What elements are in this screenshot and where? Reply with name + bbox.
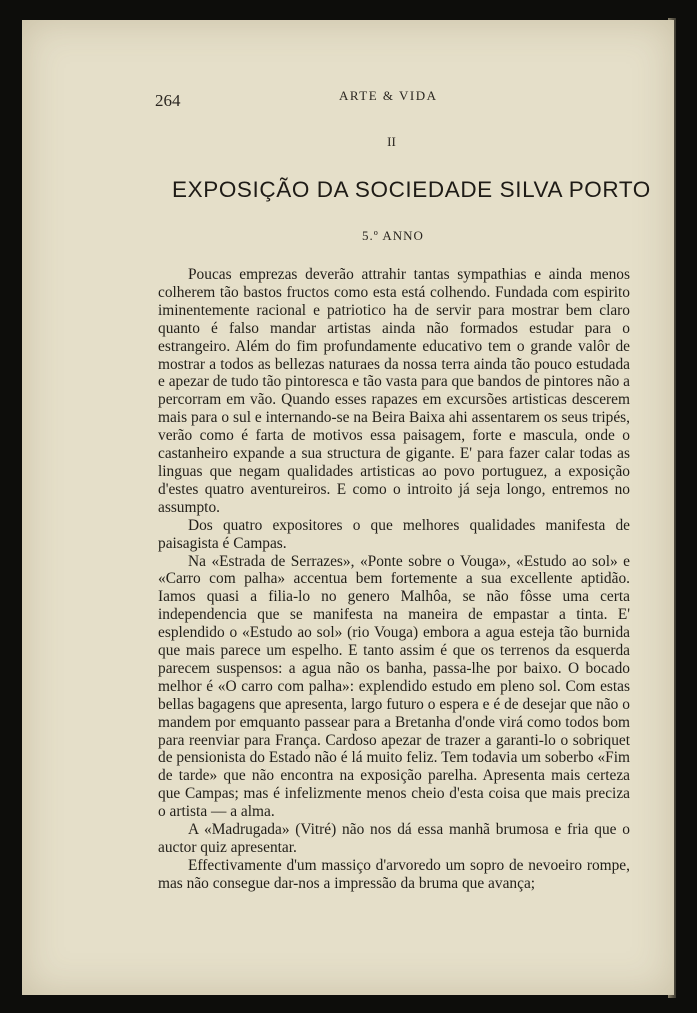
paragraph: A «Madrugada» (Vitré) não nos dá essa manhã brumosa e fria que o auctor quiz apresentar. [158, 821, 630, 856]
paragraph: Na «Estrada de Serrazes», «Ponte sobre o Vouga», «Estudo ao sol» e «Carro com palha» accentua bem fortemente a sua excellente aptidão. Iamos quasi a filia-lo no genero Malhôa, se não fôsse uma certa independencia que se manifesta na maneira de empastar a tinta. E' esplendido o «Estudo ao sol» (rio Vouga) embora a agua esteja tão burnida que mais parece um espelho. E tanto assim é que os terrenos da esquerda parecem suspensos: a agua não os banha, passa-lhe por baixo. O bocado melhor é «O carro com palha»: explendido estudo em pleno sol. Com estas bellas bagagens que apresenta, largo futuro o espera e é de desejar que não o mandem por emquanto passear para a Bretanha d'onde virá como todos bom para reenviar para França. Cardoso apezar de trazer a garanti-lo o sobriquet de pensionista do Estado não é lá muito feliz. Tem todavia um soberbo «Fim de tarde» que não encontra na exposição parelha. Apresenta mais certeza que Campas; mas é infelizmente menos cheio d'esta coisa que mais preciza o artista — a alma. [158, 552, 630, 821]
article-title: EXPOSIÇÃO DA SOCIEDADE SILVA PORTO [172, 177, 651, 202]
paragraph: Effectivamente d'um massiço d'arvoredo um sopro de nevoeiro rompe, mas não consegue dar-nos a impressão da bruma que avança; [158, 856, 630, 892]
section-number: II [387, 134, 396, 149]
page-number: 264 [155, 91, 181, 110]
running-title: ARTE & VIDA [339, 88, 438, 103]
paragraph: Dos quatro expositores o que melhores qualidades manifesta de paisagista é Campas. [158, 516, 630, 552]
paragraph: Poucas emprezas deverão attrahir tantas sympathias e ainda menos colherem tão bastos fructos como esta está colhendo. Fundada com espirito iminentemente racional e patriotico ha de servir para mostrar bem claro quanto é falso mandar artistas ainda não formados estudar para o estrangeiro. Além do fim profundamente educativo tem o grande valôr de mostrar a todos as bellezas naturaes da nossa terra ainda tão pouco estudada e apezar de tudo tão pintoresca e tão vasta para que bandos de pintores não a percorram em vão. Quando esses rapazes em excursões artisticas descerem mais para o sul e internando-se na Beira Baixa ahi assentarem os seus tripés, verão como é farta de motivos essa paisagem, forte e mascula, onde o castanheiro expande a sua structura de gigante. E' para fazer calar todas as linguas que negam qualidades artisticas ao povo portuguez, a exposição d'estes quatro aventureiros. E como o introito já seja longo, entremos no assumpto. [158, 266, 630, 516]
article-subtitle: 5.º ANNO [362, 228, 424, 243]
article-body [158, 266, 630, 893]
